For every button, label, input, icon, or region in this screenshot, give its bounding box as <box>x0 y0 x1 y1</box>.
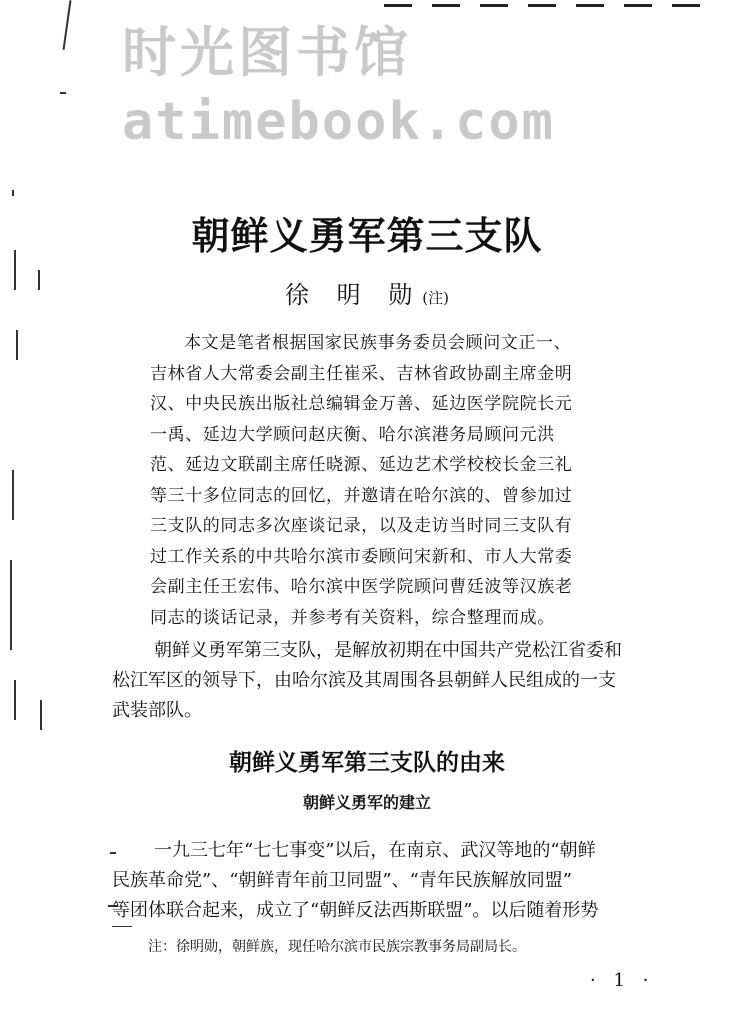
abstract-line: 三支队的同志多次座谈记录，以及走访当时同三支队有 <box>150 516 573 536</box>
watermark-url: atimebook.com <box>122 92 555 152</box>
scan-edge-marks <box>380 0 734 14</box>
footnote: 注：徐明勋，朝鲜族，现任哈尔滨市民族宗教事务局副局长。 <box>148 939 526 955</box>
scan-margin-artifacts <box>0 0 90 1024</box>
abstract-line: 汉、中央民族出版社总编辑金万善、延边医学院院长元 <box>150 394 573 414</box>
author-name: 徐 明 勋 <box>285 281 423 309</box>
abstract-line: 本文是笔者根据国家民族事务委员会顾问文正一、 <box>184 333 572 353</box>
footnote-divider <box>112 926 132 927</box>
abstract-paragraph <box>150 328 670 633</box>
paragraph-line: 一九三七年“七七事变”以后，在南京、武汉等地的“朝鲜 <box>154 840 596 861</box>
abstract-line: 吉林省人大常委会副主任崔采、吉林省政协副主席金明 <box>150 363 573 384</box>
paragraph-line: 朝鲜义勇军第三支队，是解放初期在中国共产党松江省委和 <box>154 640 622 661</box>
lead-paragraph <box>112 636 692 726</box>
abstract-line: 一禹、延边大学顾问赵庆衡、哈尔滨港务局顾问元洪 <box>150 424 555 445</box>
watermark-site-name: 时光图书馆 <box>122 21 412 84</box>
page-number: · 1 · <box>590 970 655 991</box>
author-line <box>0 275 734 310</box>
section-heading: 朝鲜义勇军第三支队的由来 <box>229 750 505 776</box>
paragraph-line: 等团体联合起来，成立了“朝鲜反法西斯联盟”。以后随着形势 <box>112 900 599 921</box>
abstract-line: 过工作关系的中共哈尔滨市委顾问宋新和、市人大常委 <box>150 546 573 567</box>
abstract-line: 同志的谈话记录，并参考有关资料，综合整理而成。 <box>150 607 555 628</box>
paragraph-line: 武装部队。 <box>112 700 202 721</box>
abstract-line: 会副主任王宏伟、哈尔滨中医学院顾问曹廷波等汉族老 <box>150 577 573 597</box>
paragraph-line: 松江军区的领导下，由哈尔滨及其周围各县朝鲜人民组成的一支 <box>112 670 616 691</box>
abstract-line: 范、延边文联副主席任晓源、延边艺术学校校长金三礼 <box>150 455 573 475</box>
abstract-line: 等三十多位同志的回忆，并邀请在哈尔滨的、曾参加过 <box>150 485 573 506</box>
subsection-heading: 朝鲜义勇军的建立 <box>302 793 431 812</box>
paragraph-line: 民族革命党”、“朝鲜青年前卫同盟”、“青年民族解放同盟” <box>112 870 573 891</box>
body-paragraph <box>112 836 692 926</box>
abstract <box>150 328 670 633</box>
article-title: 朝鲜义勇军第三支队 <box>191 214 543 258</box>
author-note-marker: (注) <box>422 289 449 307</box>
